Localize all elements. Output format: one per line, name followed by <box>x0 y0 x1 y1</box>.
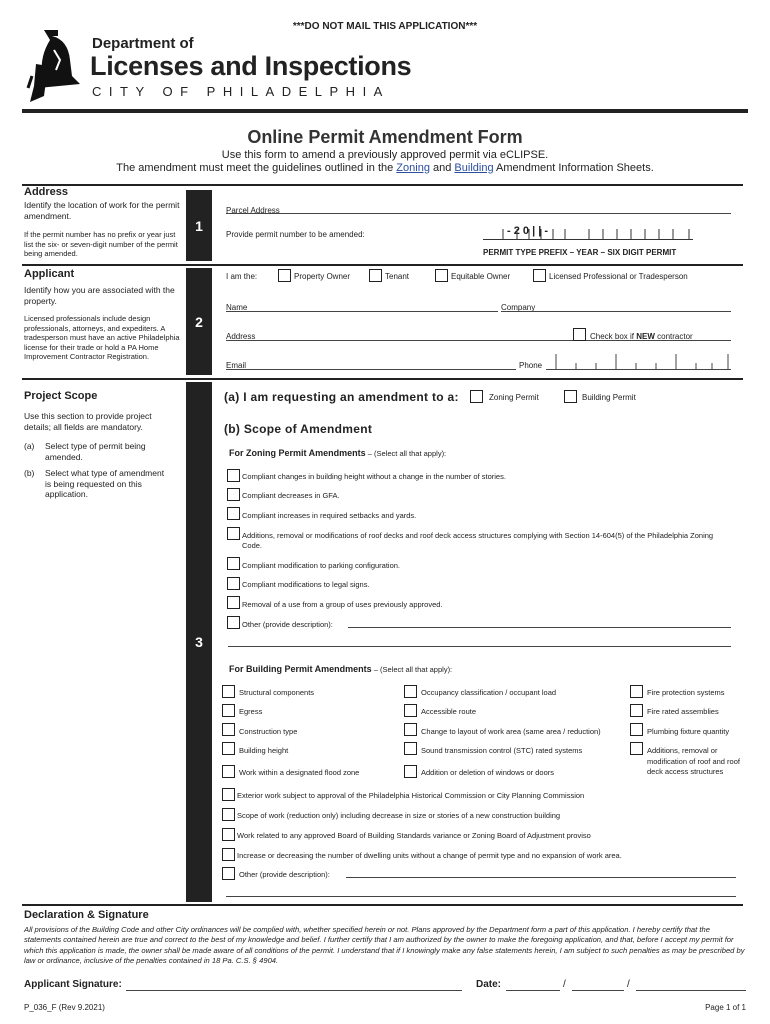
zoning-link[interactable]: Zoning <box>396 162 430 174</box>
zoning-item-checkbox[interactable] <box>227 527 240 540</box>
form-id: P_036_F (Rev 9.2021) <box>24 1003 105 1012</box>
building-grid-label: Plumbing fixture quantity <box>647 727 730 736</box>
equitable-owner-checkbox[interactable] <box>435 269 448 282</box>
building-grid-label: Building height <box>239 746 289 755</box>
building-link[interactable]: Building <box>454 162 494 174</box>
section2-note: Licensed professionals include design professionals, attorneys, and expediters. A tradesperson must have an active Philadelphia license for their trade or hold a PA Home Improvement Contractor Registration. <box>24 314 180 361</box>
property-owner-checkbox[interactable] <box>278 269 291 282</box>
building-grid-checkbox[interactable] <box>404 765 417 778</box>
building-item-checkbox[interactable] <box>222 828 235 841</box>
licensed-professional-checkbox[interactable] <box>533 269 546 282</box>
do-not-mail-notice: ***DO NOT MAIL THIS APPLICATION*** <box>292 21 478 32</box>
new-contractor-bold: NEW <box>636 332 655 341</box>
building-grid-checkbox[interactable] <box>630 685 643 698</box>
new-contractor-checkbox[interactable] <box>573 328 586 341</box>
permit-number-prefix: - 2 0 | | - <box>507 225 548 237</box>
zoning-item-label: Removal of a use from a group of uses previously approved. <box>242 600 443 609</box>
email-field[interactable] <box>226 369 516 370</box>
company-field[interactable] <box>501 311 731 312</box>
company-label: Company <box>501 303 536 312</box>
section2-heading: Applicant <box>24 268 75 280</box>
phone-label: Phone <box>519 361 543 370</box>
building-item-label: Exterior work subject to approval of the Philadelphia Historical Commission or City Planning Commission <box>237 791 585 800</box>
section3-heading: Project Scope <box>24 390 98 402</box>
building-grid-label: Fire protection systems <box>647 688 725 697</box>
form-subtitle: Use this form to amend a previously approved permit via eCLIPSE. <box>221 149 549 161</box>
zoning-other-field[interactable] <box>348 627 731 628</box>
zoning-heading-text: For Zoning Permit Amendments <box>229 448 366 458</box>
name-field[interactable] <box>226 311 498 312</box>
building-grid-label: Addition or deletion of windows or doors <box>421 768 554 777</box>
building-grid-label: Egress <box>239 707 263 716</box>
permit-number-field[interactable] <box>483 223 693 240</box>
date-day-field[interactable] <box>572 990 624 991</box>
building-grid-label: Occupancy classification / occupant load <box>421 688 557 697</box>
building-grid-checkbox[interactable] <box>222 742 235 755</box>
zoning-item-label: Compliant changes in building height without a change in the number of stories. <box>242 472 506 481</box>
new-contractor-pre: Check box if <box>590 332 637 341</box>
building-grid-label: Construction type <box>239 727 298 736</box>
parcel-address-field[interactable] <box>226 213 731 214</box>
building-heading-text: For Building Permit Amendments <box>229 664 372 674</box>
guidelines-pre: The amendment must meet the guidelines outlined in the <box>116 162 394 174</box>
building-grid-label: Work within a designated flood zone <box>239 768 360 777</box>
new-contractor-post: contractor <box>654 332 693 341</box>
section3-step-a: Select type of permit being amended. <box>45 441 146 462</box>
building-grid-label: Fire rated assemblies <box>647 707 719 716</box>
section1-number: 1 <box>186 190 212 261</box>
zoning-other-label: Other (provide description): <box>242 620 333 629</box>
section3-step-a-label: (a) <box>24 441 35 451</box>
building-grid-checkbox[interactable] <box>222 765 235 778</box>
date-sep-2: / <box>627 979 630 990</box>
tenant-checkbox[interactable] <box>369 269 382 282</box>
question-b: (b) Scope of Amendment <box>224 422 373 436</box>
building-grid-checkbox[interactable] <box>222 685 235 698</box>
signature-label: Applicant Signature: <box>24 979 122 990</box>
building-other-field[interactable] <box>346 877 736 878</box>
zoning-permit-label: Zoning Permit <box>489 393 539 402</box>
building-grid-checkbox[interactable] <box>404 704 417 717</box>
parcel-address-label: Parcel Address <box>226 206 280 215</box>
zoning-item-checkbox[interactable] <box>227 469 240 482</box>
building-grid-checkbox[interactable] <box>404 685 417 698</box>
title-rule <box>22 184 743 186</box>
building-grid-checkbox[interactable] <box>404 742 417 755</box>
declaration-heading: Declaration & Signature <box>24 909 149 921</box>
building-grid-checkbox[interactable] <box>630 704 643 717</box>
page-number: Page 1 of 1 <box>705 1003 746 1012</box>
property-owner-label: Property Owner <box>294 272 351 281</box>
zoning-heading <box>229 448 446 458</box>
licensed-professional-label: Licensed Professional or Tradesperson <box>549 272 688 281</box>
zoning-item-label: Additions, removal or modifications of roof decks and roof deck access structures complying with Section 14-604(5) of the Philadelphia Zoning Code. <box>242 531 714 550</box>
zoning-item-checkbox[interactable] <box>227 596 240 609</box>
section1-heading: Address <box>24 186 69 198</box>
zoning-item-checkbox[interactable] <box>227 507 240 520</box>
section2-rule <box>22 378 743 380</box>
building-item-label: Increase or decreasing the number of dwelling units without a change of permit type and no expansion of work area. <box>237 851 622 860</box>
building-grid-checkbox[interactable] <box>630 742 643 755</box>
section3-rule <box>22 904 743 906</box>
section1-note: If the permit number has no prefix or year just list the six- or seven-digit number of the permit being amended. <box>24 230 178 258</box>
building-other-checkbox[interactable] <box>222 867 235 880</box>
zoning-item-checkbox[interactable] <box>227 488 240 501</box>
building-grid-label: Accessible route <box>421 707 477 716</box>
date-label: Date: <box>476 979 502 990</box>
section3-number: 3 <box>186 382 212 902</box>
equitable-owner-label: Equitable Owner <box>451 272 511 281</box>
email-label: Email <box>226 361 247 370</box>
guidelines-and: and <box>433 162 452 174</box>
form-title: Online Permit Amendment Form <box>247 127 523 147</box>
building-permit-label: Building Permit <box>582 393 636 402</box>
zoning-item-checkbox[interactable] <box>227 577 240 590</box>
liberty-bell-logo <box>24 26 86 104</box>
section1-desc: Identify the location of work for the permit amendment. <box>24 200 180 221</box>
section3-step-b-label: (b) <box>24 468 35 478</box>
building-grid-label: Additions, removal or modification of roof and roof deck access structures <box>647 746 740 776</box>
building-heading <box>229 664 452 674</box>
building-item-checkbox[interactable] <box>222 808 235 821</box>
zoning-other-field-2[interactable] <box>228 646 731 647</box>
declaration-text: All provisions of the Building Code and other City ordinances will be complied with, whether specified herein or not. Plans approved by the Department form a part of this application. I hereby certify that the statements contained herein are true and correct to the best of my knowledge and belief. I further certify that I am authorized by the owner to make the foregoing application, and that, before I accept my permit for which this application is made, the owner shall be made aware of all conditions of the permit. I understand that if I knowingly make any false statements herein, I am subject to such penalties as may be prescribed by law or ordinance, inclusive of the penalties contained in 18 Pa. C.S. § 4904. <box>24 925 745 965</box>
dept-line3: CITY OF PHILADELPHIA <box>92 84 390 99</box>
section3-desc: Use this section to provide project details; all fields are mandatory. <box>24 411 152 432</box>
building-grid-checkbox[interactable] <box>222 704 235 717</box>
section1-rule <box>22 264 743 266</box>
guidelines-line <box>0 162 770 174</box>
zoning-item-label: Compliant modifications to legal signs. <box>242 580 370 589</box>
dept-line1: Department of <box>92 35 194 52</box>
guidelines-post: Amendment Information Sheets. <box>496 162 654 174</box>
zoning-item-label: Compliant modification to parking configuration. <box>242 561 401 570</box>
building-other-label: Other (provide description): <box>239 870 330 879</box>
section2-desc: Identify how you are associated with the property. <box>24 285 175 306</box>
zoning-permit-checkbox[interactable] <box>470 390 483 403</box>
dept-line2: Licenses and Inspections <box>90 51 412 81</box>
building-item-checkbox[interactable] <box>222 848 235 861</box>
building-grid-label: Structural components <box>239 688 315 697</box>
building-grid-checkbox[interactable] <box>630 723 643 736</box>
permit-number-label: Provide permit number to be amended: <box>226 230 365 239</box>
zoning-item-label: Compliant increases in required setbacks and yards. <box>242 511 417 520</box>
phone-field[interactable] <box>546 354 731 370</box>
building-grid-label: Change to layout of work area (same area / reduction) <box>421 727 601 736</box>
date-year-field[interactable] <box>636 990 746 991</box>
question-a: (a) I am requesting an amendment to a: <box>224 390 459 404</box>
name-label: Name <box>226 303 248 312</box>
building-permit-checkbox[interactable] <box>564 390 577 403</box>
zoning-item-checkbox[interactable] <box>227 557 240 570</box>
date-month-field[interactable] <box>506 990 560 991</box>
building-grid-checkbox[interactable] <box>222 723 235 736</box>
building-grid-checkbox[interactable] <box>404 723 417 736</box>
permit-format-hint: PERMIT TYPE PREFIX – YEAR – SIX DIGIT PERMIT <box>483 248 677 257</box>
section3-step-b: Select what type of amendment is being requested on this application. <box>45 468 165 499</box>
building-grid-label: Sound transmission control (STC) rated systems <box>421 746 583 755</box>
building-item-label: Work related to any approved Board of Building Standards variance or Zoning Board of Adjustment proviso <box>237 831 591 840</box>
zoning-heading-hint: – (Select all that apply): <box>365 449 447 458</box>
new-contractor-label <box>590 332 693 341</box>
building-other-field-2[interactable] <box>226 896 736 897</box>
address-label: Address <box>226 332 256 341</box>
tenant-label: Tenant <box>385 272 410 281</box>
building-heading-hint: – (Select all that apply): <box>371 665 453 674</box>
iam-label: I am the: <box>226 272 258 281</box>
building-item-checkbox[interactable] <box>222 788 235 801</box>
date-sep-1: / <box>563 979 566 990</box>
signature-field[interactable] <box>126 990 462 991</box>
header-rule <box>22 109 748 113</box>
building-item-label: Scope of work (reduction only) including decrease in size or stories of a new construction building <box>237 811 561 820</box>
zoning-item-label: Compliant decreases in GFA. <box>242 491 340 500</box>
zoning-other-checkbox[interactable] <box>227 616 240 629</box>
section2-number: 2 <box>186 268 212 375</box>
